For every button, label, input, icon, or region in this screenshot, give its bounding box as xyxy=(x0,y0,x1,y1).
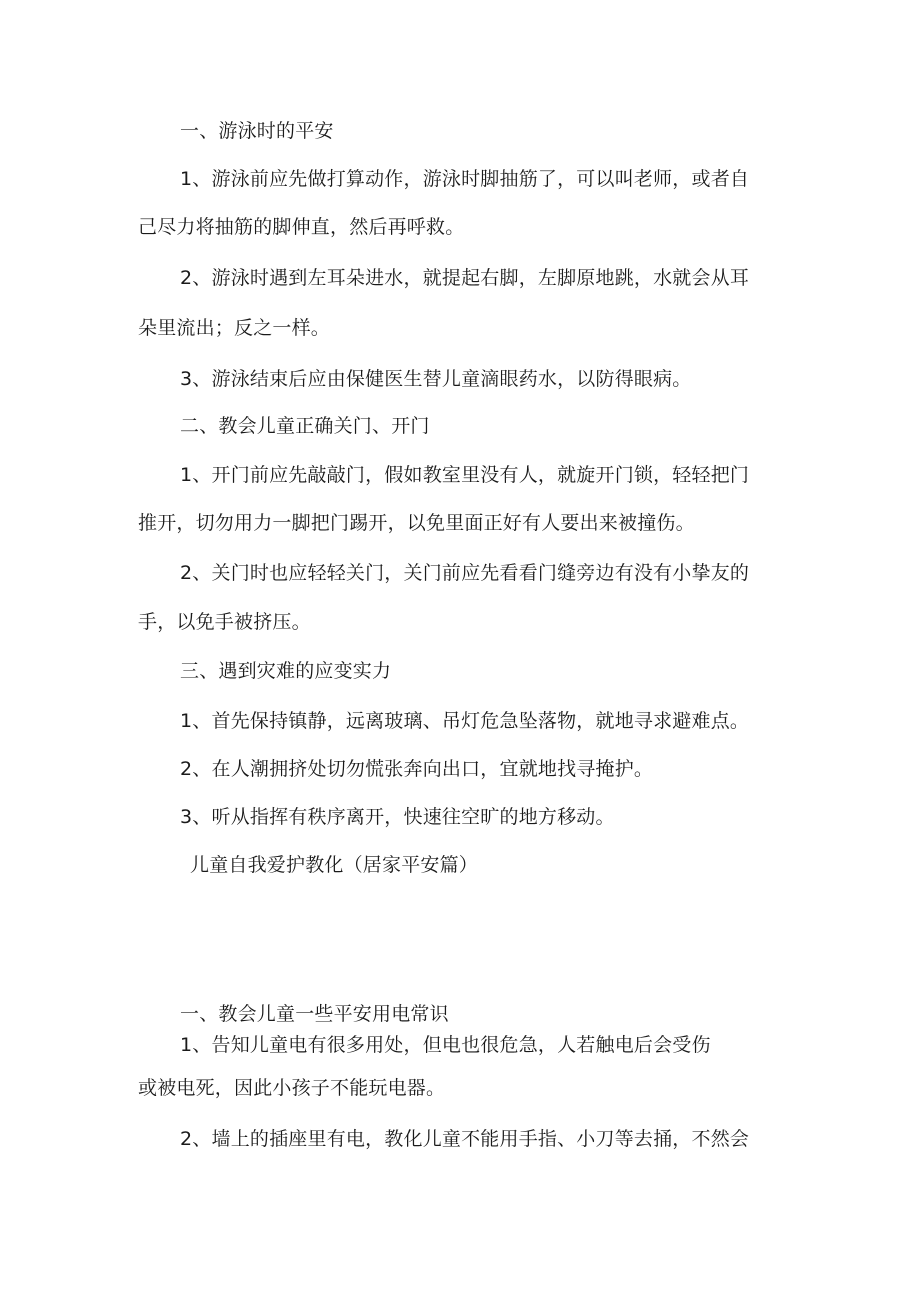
paragraph-line: 2、在人潮拥挤处切勿慌张奔向出口，宜就地找寻掩护。 xyxy=(180,758,654,780)
document-subtitle: 儿童自我爱护教化（居家平安篇） xyxy=(190,854,479,876)
section-heading-swimming: 一、游泳时的平安 xyxy=(180,120,334,142)
paragraph-line: 推开，切勿用力一脚把门踢开，以免里面正好有人要出来被撞伤。 xyxy=(138,512,695,534)
paragraph-line: 手，以免手被挤压。 xyxy=(138,611,311,633)
paragraph-line: 1、首先保持镇静，远离玻璃、吊灯危急坠落物，就地寻求避难点。 xyxy=(180,710,750,732)
paragraph-line: 3、游泳结束后应由保健医生替儿童滴眼药水，以防得眼病。 xyxy=(180,368,692,390)
section-heading-disaster: 三、遇到灾难的应变实力 xyxy=(180,660,392,682)
paragraph-line: 1、开门前应先敲敲门，假如教室里没有人，就旋开门锁，轻轻把门 xyxy=(180,464,750,486)
paragraph-line: 己尽力将抽筋的脚伸直，然后再呼救。 xyxy=(138,216,465,238)
paragraph-line: 1、游泳前应先做打算动作，游泳时脚抽筋了，可以叫老师，或者自 xyxy=(180,168,750,190)
paragraph-line: 2、游泳时遇到左耳朵进水，就提起右脚，左脚原地跳，水就会从耳 xyxy=(180,267,750,289)
paragraph-line: 朵里流出；反之一样。 xyxy=(138,317,331,339)
section-heading-electricity: 一、教会儿童一些平安用电常识 xyxy=(180,1003,449,1025)
paragraph-line: 或被电死，因此小孩子不能玩电器。 xyxy=(138,1077,446,1099)
paragraph-line: 3、听从指挥有秩序离开，快速往空旷的地方移动。 xyxy=(180,806,615,828)
paragraph-line: 1、告知儿童电有很多用处，但电也很危急，人若触电后会受伤 xyxy=(180,1034,711,1056)
paragraph-line: 2、墙上的插座里有电，教化儿童不能用手指、小刀等去捅，不然会 xyxy=(180,1128,750,1150)
section-heading-doors: 二、教会儿童正确关门、开门 xyxy=(180,415,430,437)
paragraph-line: 2、关门时也应轻轻关门，关门前应先看看门缝旁边有没有小挚友的 xyxy=(180,562,750,584)
